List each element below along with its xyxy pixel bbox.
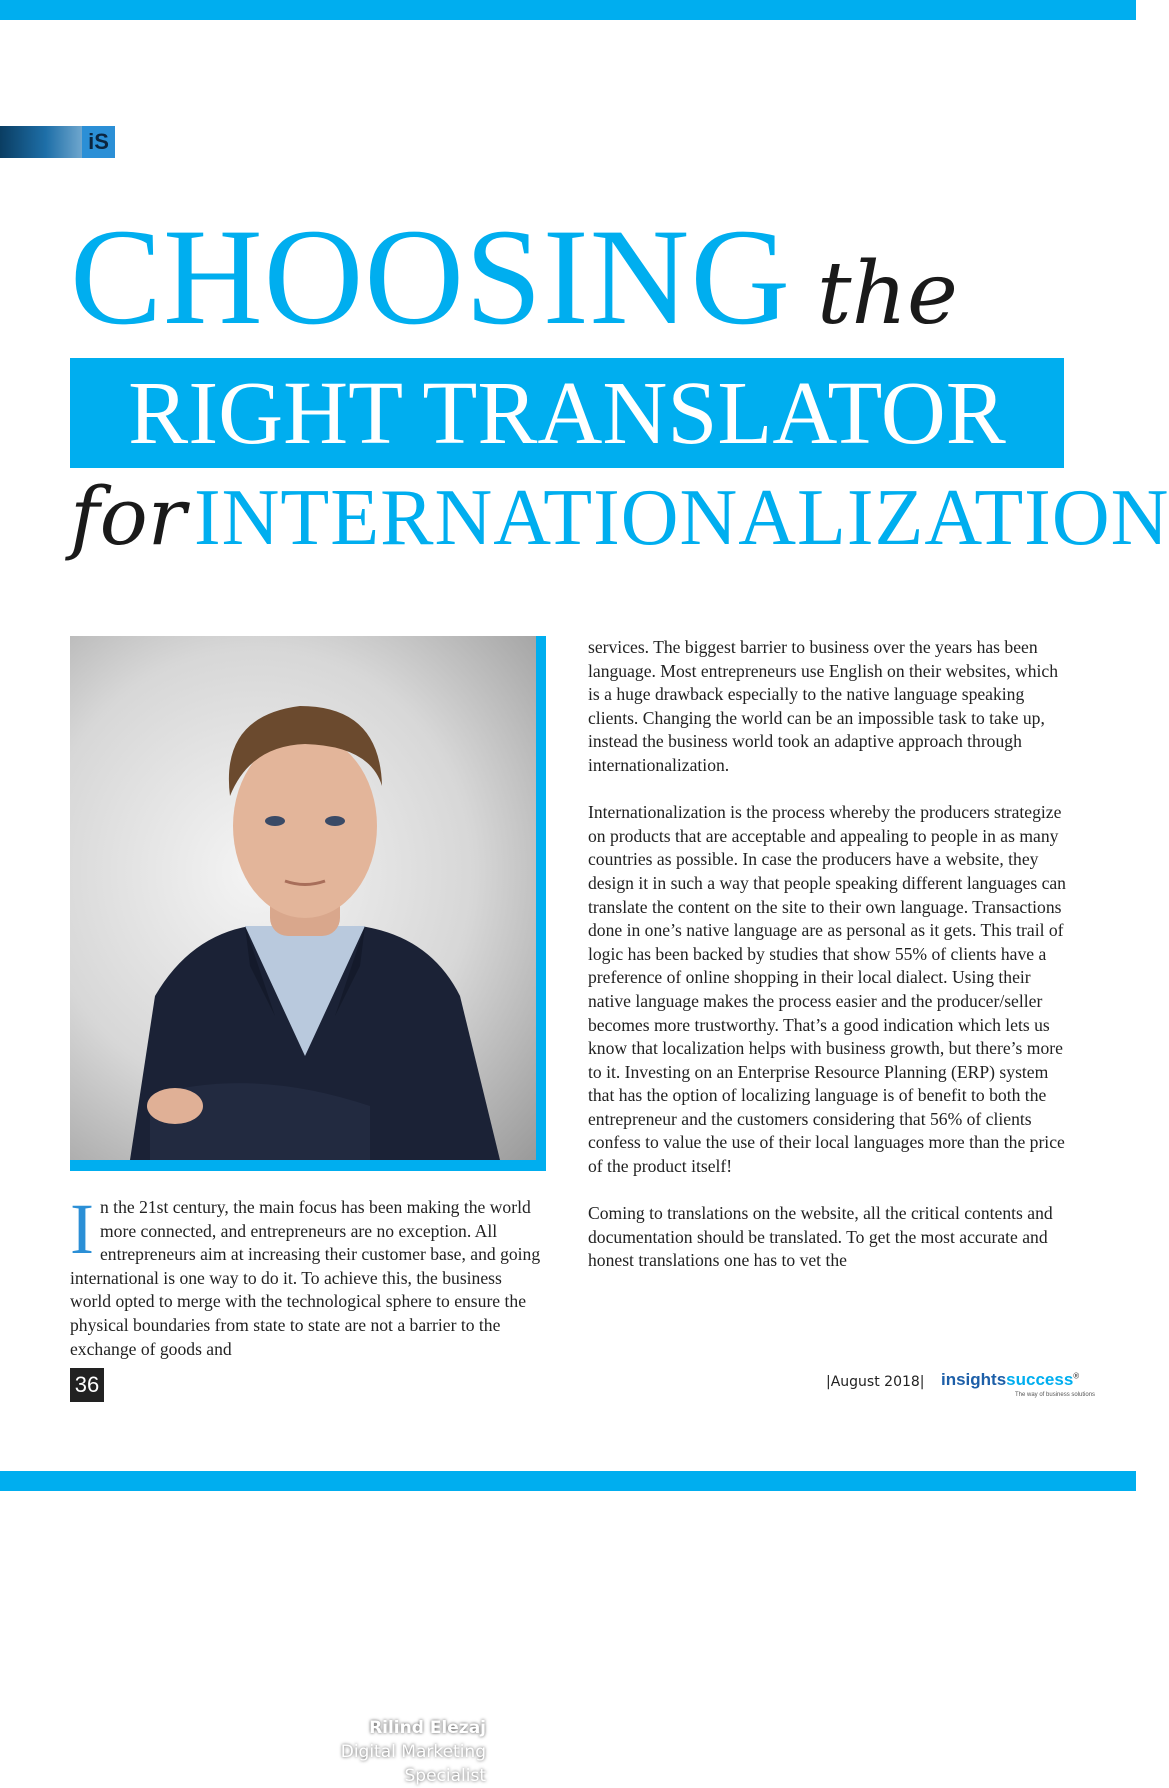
brand-tagline: The way of business solutions xyxy=(1015,1392,1096,1398)
brand-logo xyxy=(941,1370,1079,1390)
drop-cap: I xyxy=(70,1189,94,1269)
brand-logo-part-2: success xyxy=(1006,1370,1074,1389)
article-paragraph-2: Internationalization is the process whereby the producers strategize on products that are acceptable and appealing to people in as many countries as possible. In case the producers have a website, they design it in such a way that people speaking different languages can translate the content on the site to their own language. Transactions done in one’s native language are as personal as it gets. This trail of logic has been backed by studies that show 55% of clients have a preference of online shopping in their local dialect. Using their native language makes the process easier and the producer/seller becomes more trustworthy. That’s a good indication which lets us know that localization helps with business growth, but there’s more to it. Investing on an Enterprise Resource Planning (ERP) system that has the option of localizing language is of benefit to both the entrepreneur and the customers considering that 56% of clients confess to value the use of their local languages more than the price of the product itself! xyxy=(588,802,1066,1177)
title-the-script: the xyxy=(817,244,958,344)
title-line-3 xyxy=(70,470,1169,564)
issue-date: |August 2018| xyxy=(826,1374,925,1390)
title-choosing: CHOOSING xyxy=(70,200,792,353)
registered-mark: ® xyxy=(1073,1371,1080,1381)
title-band xyxy=(70,358,1064,468)
article-paragraph-1: services. The biggest barrier to business over the years has been language. Most entrepreneurs use English on their websites, which is a huge drawback especially to the native language speaking clients. Changing the world can be an impossible task to take up, instead the business world took an adaptive approach through internationalization. xyxy=(588,637,1059,775)
section-logo: iS xyxy=(82,126,115,158)
brand-logo-part-1: insights xyxy=(941,1370,1007,1389)
bottom-accent-bar xyxy=(0,1471,1136,1491)
top-accent-bar xyxy=(0,0,1136,20)
caption-role-line-1: Digital Marketing xyxy=(340,1742,486,1762)
portrait-illustration xyxy=(70,636,536,1160)
article-left-column xyxy=(70,1189,546,1361)
caption-role-line-2: Specialist xyxy=(404,1766,486,1786)
article-intro-text: n the 21st century, the main focus has been making the world more connected, and entrepreneurs are no exception. All entrepreneurs aim at increasing their customer base, and going international is one way to do it. To achieve this, the business world opted to merge with the technological sphere to ensure the physical boundaries from state to state are not a barrier to the exchange of goods and xyxy=(70,1197,541,1359)
article-right-column xyxy=(588,636,1066,1297)
photo-caption xyxy=(341,1716,486,1788)
title-for-script: for xyxy=(70,470,187,563)
page-number: 36 xyxy=(70,1368,104,1402)
title-internationalization: INTERNATIONALIZATION xyxy=(194,474,1169,562)
article-paragraph-3: Coming to translations on the website, all the critical contents and documentation should be translated. To get the most accurate and honest translations one has to vet the xyxy=(588,1203,1053,1271)
title-right-translator: RIGHT TRANSLATOR xyxy=(128,364,1006,463)
caption-name: Rilind Elezaj xyxy=(369,1718,486,1738)
title-line-1 xyxy=(70,200,958,353)
